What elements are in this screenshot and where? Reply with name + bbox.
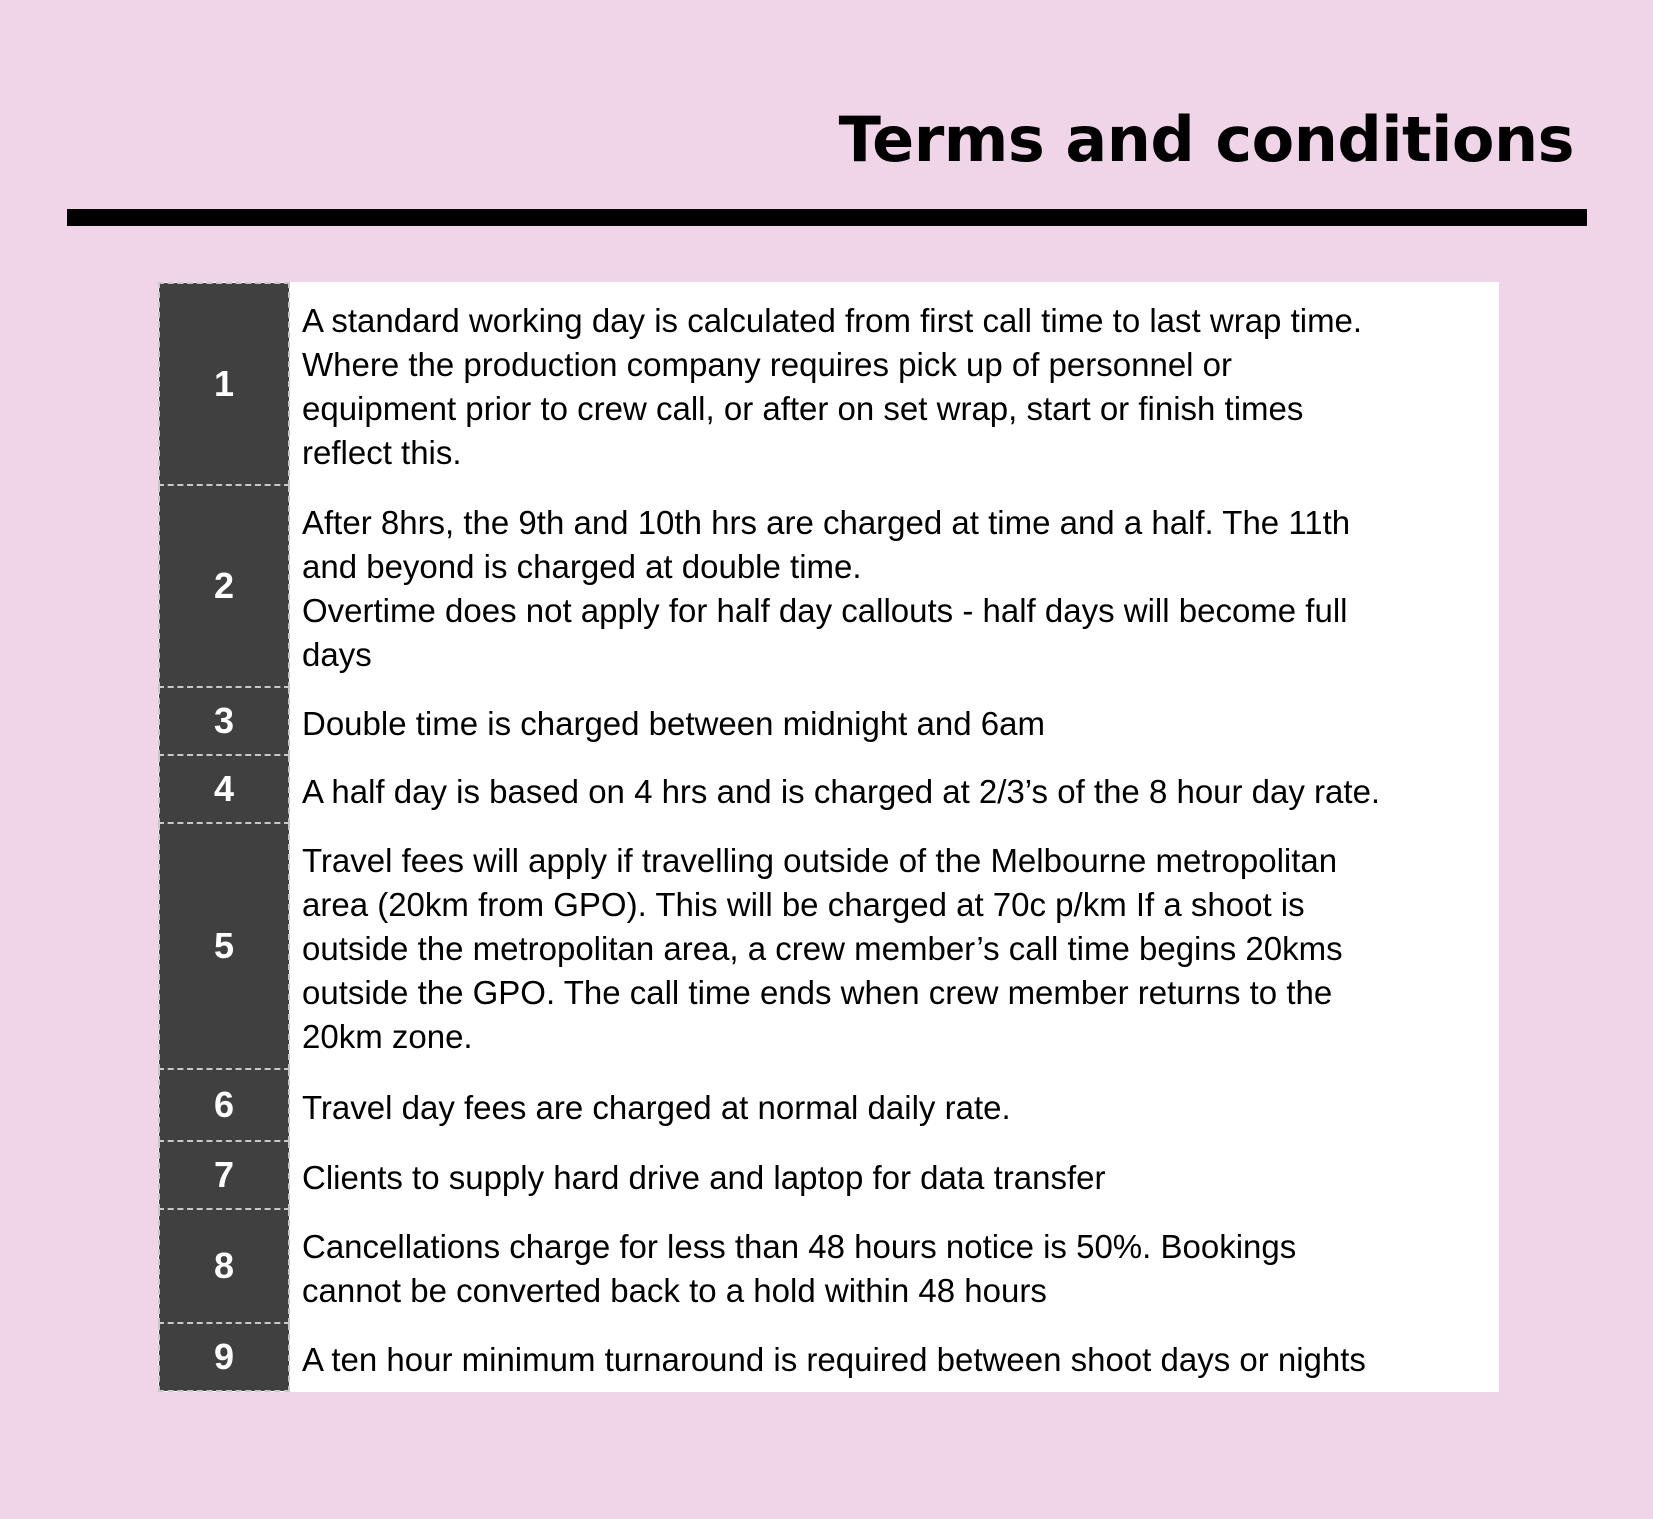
term-text-cell xyxy=(289,1141,1498,1209)
term-number: 2 xyxy=(159,485,289,687)
term-number: 6 xyxy=(159,1069,289,1141)
term-row xyxy=(159,1141,1498,1209)
term-text-cell xyxy=(289,1069,1498,1141)
term-text-cell xyxy=(289,823,1498,1069)
term-text-cell xyxy=(289,283,1498,485)
term-text: Double time is charged between midnight and 6am xyxy=(302,705,1045,742)
title-divider xyxy=(67,209,1587,226)
term-text: After 8hrs, the 9th and 10th hrs are charged at time and a half. The 11th and beyond is charged at double time. Overtime does not apply for half day callouts - half days will become full days xyxy=(302,504,1351,673)
term-row xyxy=(159,1069,1498,1141)
terms-table xyxy=(158,282,1499,1392)
term-text-cell xyxy=(289,1323,1498,1391)
term-text: A ten hour minimum turnaround is required between shoot days or nights xyxy=(302,1341,1366,1378)
term-text: Travel day fees are charged at normal daily rate. xyxy=(302,1089,1011,1126)
term-number: 4 xyxy=(159,755,289,823)
page-title: Terms and conditions xyxy=(838,103,1574,176)
term-number: 7 xyxy=(159,1141,289,1209)
term-number: 9 xyxy=(159,1323,289,1391)
term-row xyxy=(159,485,1498,687)
term-text: Clients to supply hard drive and laptop for data transfer xyxy=(302,1159,1106,1196)
term-text-cell xyxy=(289,1209,1498,1323)
term-row xyxy=(159,1209,1498,1323)
term-number: 5 xyxy=(159,823,289,1069)
term-text: Cancellations charge for less than 48 hours notice is 50%. Bookings cannot be converted back to a hold within 48 hours xyxy=(302,1228,1297,1309)
term-row xyxy=(159,823,1498,1069)
term-row xyxy=(159,755,1498,823)
term-text: A half day is based on 4 hrs and is charged at 2/3’s of the 8 hour day rate. xyxy=(302,773,1381,810)
term-text: A standard working day is calculated from first call time to last wrap time. Where the production company requires pick up of personnel or equipment prior to crew call, or after on set wrap, start or finish times reflect this. xyxy=(302,302,1363,471)
term-row xyxy=(159,1323,1498,1391)
term-text-cell xyxy=(289,485,1498,687)
term-text-cell xyxy=(289,755,1498,823)
term-number: 8 xyxy=(159,1209,289,1323)
term-number: 1 xyxy=(159,283,289,485)
term-text-cell xyxy=(289,687,1498,755)
term-row xyxy=(159,283,1498,485)
term-text: Travel fees will apply if travelling outside of the Melbourne metropolitan area (20km from GPO). This will be charged at 70c p/km If a shoot is outside the metropolitan area, a crew member’s call time begins 20kms outside the GPO. The call time ends when crew member returns to the 20km zone. xyxy=(302,842,1343,1055)
term-row xyxy=(159,687,1498,755)
term-number: 3 xyxy=(159,687,289,755)
